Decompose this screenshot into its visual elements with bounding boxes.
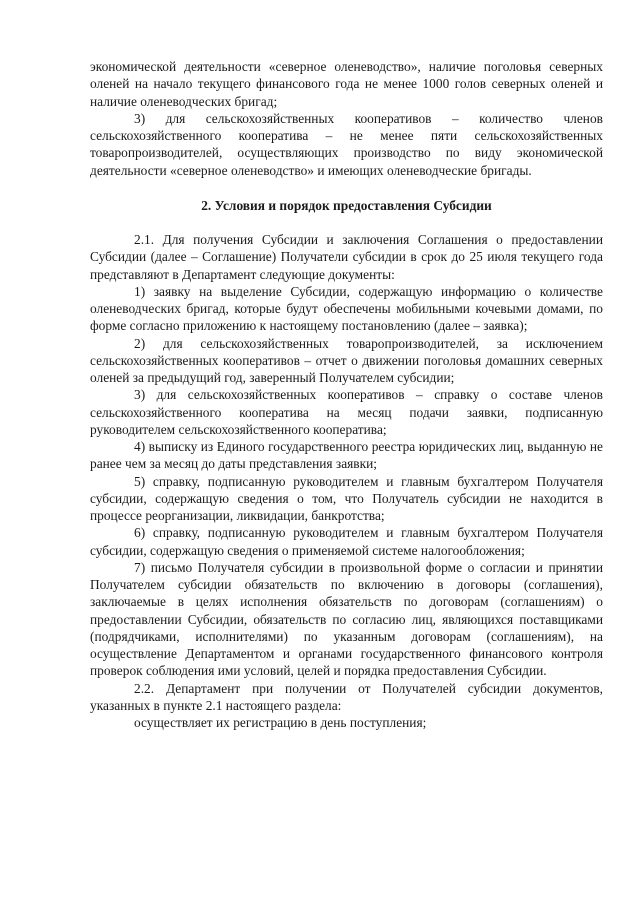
registration-item: осуществляет их регистрацию в день поступления; — [134, 715, 427, 730]
paragraph-continuation: экономической деятельности «северное оленеводство», наличие поголовья северных оленей на начало текущего финансового года не менее 1000 голов северных оленей и наличие оленеводческих бригад; — [90, 59, 603, 109]
document-item-7: 7) письмо Получателя субсидии в произвольной форме о согласии и принятии Получателем субсидии обязательств по включению в договоры (соглашения), заключаемые в целях исполнения обязательств по договорам (соглашениям) о предоставлении Субсидии, обязательств по согласию лиц, являющихся поставщиками (подрядчиками, исполнителями) по указанным договорам (соглашениям), на осуществление Департаментом и органами государственного финансового контроля проверок соблюдения ими условий, целей и порядка предоставления Субсидии. — [90, 559, 603, 679]
document-item-2: 2) для сельскохозяйственных товаропроизводителей, за исключением сельскохозяйственных кооперативов – отчет о движении поголовья домашних северных оленей за предыдущий год, заверенный Получателем субсидии; — [90, 335, 603, 385]
paragraph-2-2: 2.2. Департамент при получении от Получателей субсидии документов, указанных в пункте 2.1 настоящего раздела: — [90, 680, 603, 713]
section-heading: 2. Условия и порядок предоставления Субсидии — [201, 197, 492, 213]
paragraph-item-3: 3) для сельскохозяйственных кооперативов – количество членов сельскохозяйственного кооператива – не менее пяти сельскохозяйственных товаропроизводителей, осуществляющих производство по виду экономической деятельности «северное оленеводство» и имеющих оленеводческие бригады. — [90, 110, 603, 178]
document-page — [90, 58, 603, 731]
document-item-1: 1) заявку на выделение Субсидии, содержащую информацию о количестве оленеводческих бригад, которые будут обеспечены мобильными кочевыми домами, по форме согласно приложению к настоящему постановлению (далее – заявка); — [90, 283, 603, 334]
document-item-6: 6) справку, подписанную руководителем и главным бухгалтером Получателя субсидии, содержащую сведения о применяемой системе налогообложения; — [90, 525, 603, 558]
document-item-5: 5) справку, подписанную руководителем и главным бухгалтером Получателя субсидии, содержащую сведения о том, что Получатель субсидии не находится в процессе реорганизации, ликвидации, банкротства; — [90, 473, 603, 523]
document-item-4: 4) выписку из Единого государственного реестра юридических лиц, выданную не ранее чем за месяц до даты представления заявки; — [90, 439, 603, 472]
paragraph-2-1: 2.1. Для получения Субсидии и заключения Соглашения о предоставлении Субсидии (далее – Соглашение) Получатели субсидии в срок до 25 июля текущего года представляют в Департамент следующие документы: — [90, 232, 603, 282]
document-item-3: 3) для сельскохозяйственных кооперативов – справку о составе членов сельскохозяйственного кооператива на месяц подачи заявки, подписанную руководителем сельскохозяйственного кооператива; — [90, 387, 603, 437]
